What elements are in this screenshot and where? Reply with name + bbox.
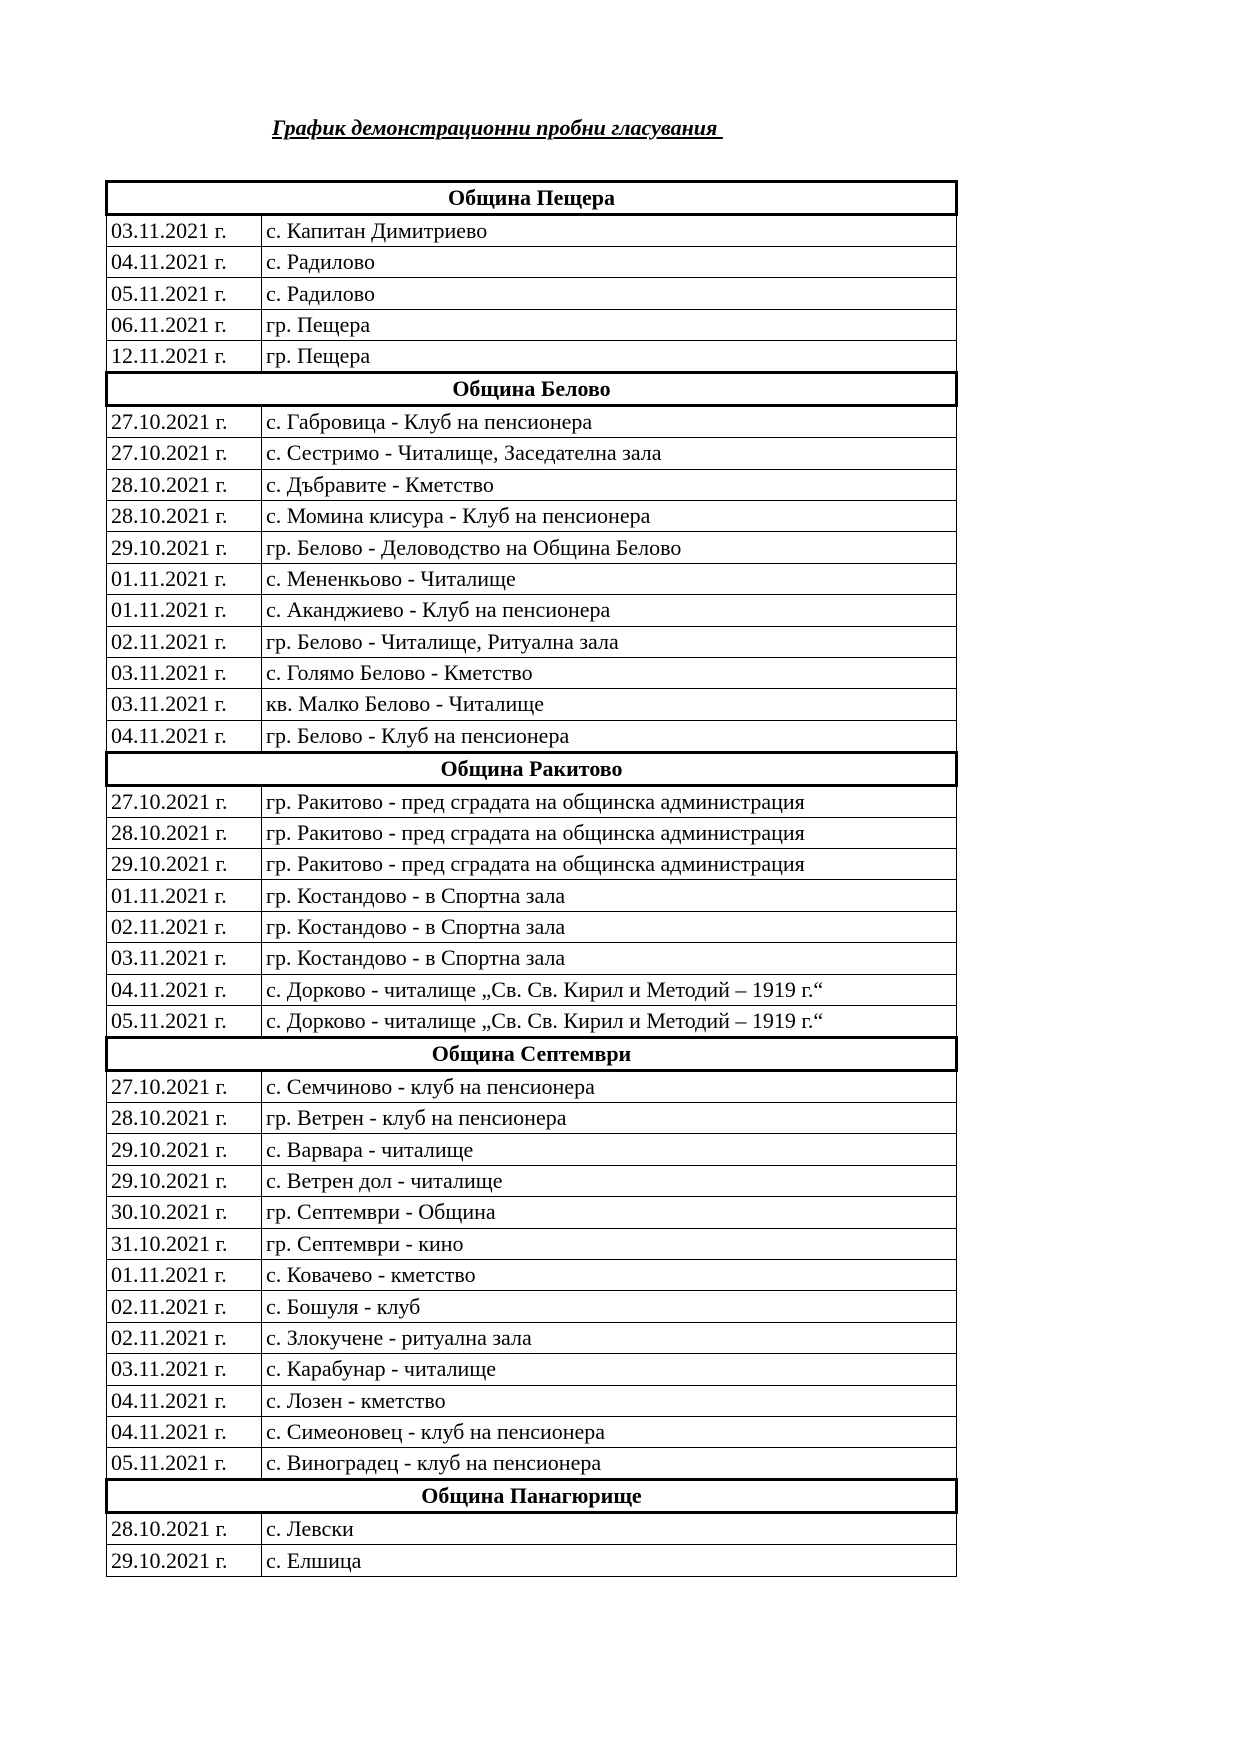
table-row xyxy=(107,1322,957,1353)
date-cell: 04.11.2021 г. xyxy=(107,720,262,752)
date-cell: 06.11.2021 г. xyxy=(107,309,262,340)
table-row xyxy=(107,1071,957,1103)
date-cell: 04.11.2021 г. xyxy=(107,247,262,278)
municipality-name: Община Панагюрище xyxy=(107,1480,957,1513)
location-cell: гр. Септември - кино xyxy=(262,1228,957,1259)
table-row xyxy=(107,1291,957,1322)
location-cell: с. Капитан Димитриево xyxy=(262,215,957,247)
date-cell: 05.11.2021 г. xyxy=(107,278,262,309)
location-cell: с. Карабунар - читалище xyxy=(262,1354,957,1385)
table-row xyxy=(107,689,957,720)
date-cell: 04.11.2021 г. xyxy=(107,1385,262,1416)
location-cell: с. Злокучене - ритуална зала xyxy=(262,1322,957,1353)
location-cell: гр. Ракитово - пред сградата на общинска администрация xyxy=(262,785,957,817)
municipality-header-row xyxy=(107,182,957,215)
table-row xyxy=(107,247,957,278)
table-row xyxy=(107,406,957,438)
table-row xyxy=(107,943,957,974)
municipality-name: Община Пещера xyxy=(107,182,957,215)
date-cell: 29.10.2021 г. xyxy=(107,1545,262,1576)
table-row xyxy=(107,880,957,911)
schedule-table-body xyxy=(107,182,957,1577)
table-row xyxy=(107,500,957,531)
date-cell: 03.11.2021 г. xyxy=(107,657,262,688)
date-cell: 05.11.2021 г. xyxy=(107,1006,262,1038)
table-row xyxy=(107,817,957,848)
date-cell: 27.10.2021 г. xyxy=(107,1071,262,1103)
table-row xyxy=(107,785,957,817)
location-cell: кв. Малко Белово - Читалище xyxy=(262,689,957,720)
location-cell: гр. Ракитово - пред сградата на общинска администрация xyxy=(262,849,957,880)
table-row xyxy=(107,215,957,247)
table-row xyxy=(107,469,957,500)
table-row xyxy=(107,563,957,594)
table-row xyxy=(107,532,957,563)
date-cell: 01.11.2021 г. xyxy=(107,1259,262,1290)
date-cell: 29.10.2021 г. xyxy=(107,1165,262,1196)
table-row xyxy=(107,1103,957,1134)
document-title: График демонстрационни пробни гласувания xyxy=(272,115,723,140)
date-cell: 03.11.2021 г. xyxy=(107,943,262,974)
table-row xyxy=(107,911,957,942)
date-cell: 28.10.2021 г. xyxy=(107,500,262,531)
location-cell: с. Дорково - читалище „Св. Св. Кирил и Методий – 1919 г.“ xyxy=(262,1006,957,1038)
date-cell: 01.11.2021 г. xyxy=(107,563,262,594)
municipality-name: Община Септември xyxy=(107,1038,957,1071)
municipality-header-row xyxy=(107,752,957,785)
date-cell: 04.11.2021 г. xyxy=(107,1416,262,1447)
location-cell: гр. Ракитово - пред сградата на общинска администрация xyxy=(262,817,957,848)
location-cell: с. Бошуля - клуб xyxy=(262,1291,957,1322)
location-cell: гр. Белово - Читалище, Ритуална зала xyxy=(262,626,957,657)
date-cell: 03.11.2021 г. xyxy=(107,689,262,720)
table-row xyxy=(107,657,957,688)
table-row xyxy=(107,438,957,469)
date-cell: 01.11.2021 г. xyxy=(107,880,262,911)
table-row xyxy=(107,278,957,309)
date-cell: 02.11.2021 г. xyxy=(107,911,262,942)
municipality-name: Община Белово xyxy=(107,373,957,406)
location-cell: гр. Белово - Деловодство на Община Белово xyxy=(262,532,957,563)
location-cell: с. Виноградец - клуб на пенсионера xyxy=(262,1448,957,1480)
location-cell: с. Мененкьово - Читалище xyxy=(262,563,957,594)
table-row xyxy=(107,1385,957,1416)
location-cell: гр. Септември - Община xyxy=(262,1197,957,1228)
table-row xyxy=(107,1228,957,1259)
date-cell: 29.10.2021 г. xyxy=(107,532,262,563)
date-cell: 04.11.2021 г. xyxy=(107,974,262,1005)
table-row xyxy=(107,1134,957,1165)
date-cell: 31.10.2021 г. xyxy=(107,1228,262,1259)
location-cell: с. Левски xyxy=(262,1513,957,1545)
date-cell: 12.11.2021 г. xyxy=(107,341,262,373)
date-cell: 28.10.2021 г. xyxy=(107,817,262,848)
location-cell: с. Дорково - читалище „Св. Св. Кирил и Методий – 1919 г.“ xyxy=(262,974,957,1005)
location-cell: с. Симеоновец - клуб на пенсионера xyxy=(262,1416,957,1447)
location-cell: с. Дъбравите - Кметство xyxy=(262,469,957,500)
date-cell: 30.10.2021 г. xyxy=(107,1197,262,1228)
date-cell: 28.10.2021 г. xyxy=(107,1103,262,1134)
date-cell: 03.11.2021 г. xyxy=(107,215,262,247)
table-row xyxy=(107,1006,957,1038)
location-cell: с. Момина клисура - Клуб на пенсионера xyxy=(262,500,957,531)
location-cell: с. Аканджиево - Клуб на пенсионера xyxy=(262,595,957,626)
date-cell: 28.10.2021 г. xyxy=(107,469,262,500)
table-row xyxy=(107,1165,957,1196)
table-row xyxy=(107,626,957,657)
location-cell: с. Варвара - читалище xyxy=(262,1134,957,1165)
location-cell: с. Ковачево - кметство xyxy=(262,1259,957,1290)
location-cell: гр. Костандово - в Спортна зала xyxy=(262,880,957,911)
date-cell: 02.11.2021 г. xyxy=(107,1291,262,1322)
table-row xyxy=(107,1513,957,1545)
date-cell: 29.10.2021 г. xyxy=(107,1134,262,1165)
table-row xyxy=(107,1197,957,1228)
municipality-header-row xyxy=(107,373,957,406)
location-cell: с. Радилово xyxy=(262,247,957,278)
date-cell: 28.10.2021 г. xyxy=(107,1513,262,1545)
date-cell: 29.10.2021 г. xyxy=(107,849,262,880)
table-row xyxy=(107,1416,957,1447)
municipality-header-row xyxy=(107,1038,957,1071)
date-cell: 02.11.2021 г. xyxy=(107,626,262,657)
location-cell: с. Елшица xyxy=(262,1545,957,1576)
location-cell: с. Габровица - Клуб на пенсионера xyxy=(262,406,957,438)
table-row xyxy=(107,1259,957,1290)
location-cell: гр. Ветрен - клуб на пенсионера xyxy=(262,1103,957,1134)
location-cell: с. Семчиново - клуб на пенсионера xyxy=(262,1071,957,1103)
date-cell: 05.11.2021 г. xyxy=(107,1448,262,1480)
location-cell: с. Радилово xyxy=(262,278,957,309)
location-cell: с. Сестримо - Читалище, Заседателна зала xyxy=(262,438,957,469)
location-cell: гр. Костандово - в Спортна зала xyxy=(262,943,957,974)
municipality-name: Община Ракитово xyxy=(107,752,957,785)
date-cell: 27.10.2021 г. xyxy=(107,406,262,438)
table-row xyxy=(107,849,957,880)
table-row xyxy=(107,341,957,373)
table-row xyxy=(107,974,957,1005)
table-row xyxy=(107,1448,957,1480)
date-cell: 01.11.2021 г. xyxy=(107,595,262,626)
date-cell: 02.11.2021 г. xyxy=(107,1322,262,1353)
municipality-header-row xyxy=(107,1480,957,1513)
schedule-table xyxy=(105,180,958,1577)
date-cell: 03.11.2021 г. xyxy=(107,1354,262,1385)
table-row xyxy=(107,720,957,752)
date-cell: 27.10.2021 г. xyxy=(107,438,262,469)
location-cell: с. Ветрен дол - читалище xyxy=(262,1165,957,1196)
location-cell: гр. Костандово - в Спортна зала xyxy=(262,911,957,942)
location-cell: с. Лозен - кметство xyxy=(262,1385,957,1416)
date-cell: 27.10.2021 г. xyxy=(107,785,262,817)
location-cell: с. Голямо Белово - Кметство xyxy=(262,657,957,688)
table-row xyxy=(107,1354,957,1385)
table-row xyxy=(107,1545,957,1576)
location-cell: гр. Пещера xyxy=(262,341,957,373)
table-row xyxy=(107,309,957,340)
location-cell: гр. Пещера xyxy=(262,309,957,340)
table-row xyxy=(107,595,957,626)
location-cell: гр. Белово - Клуб на пенсионера xyxy=(262,720,957,752)
